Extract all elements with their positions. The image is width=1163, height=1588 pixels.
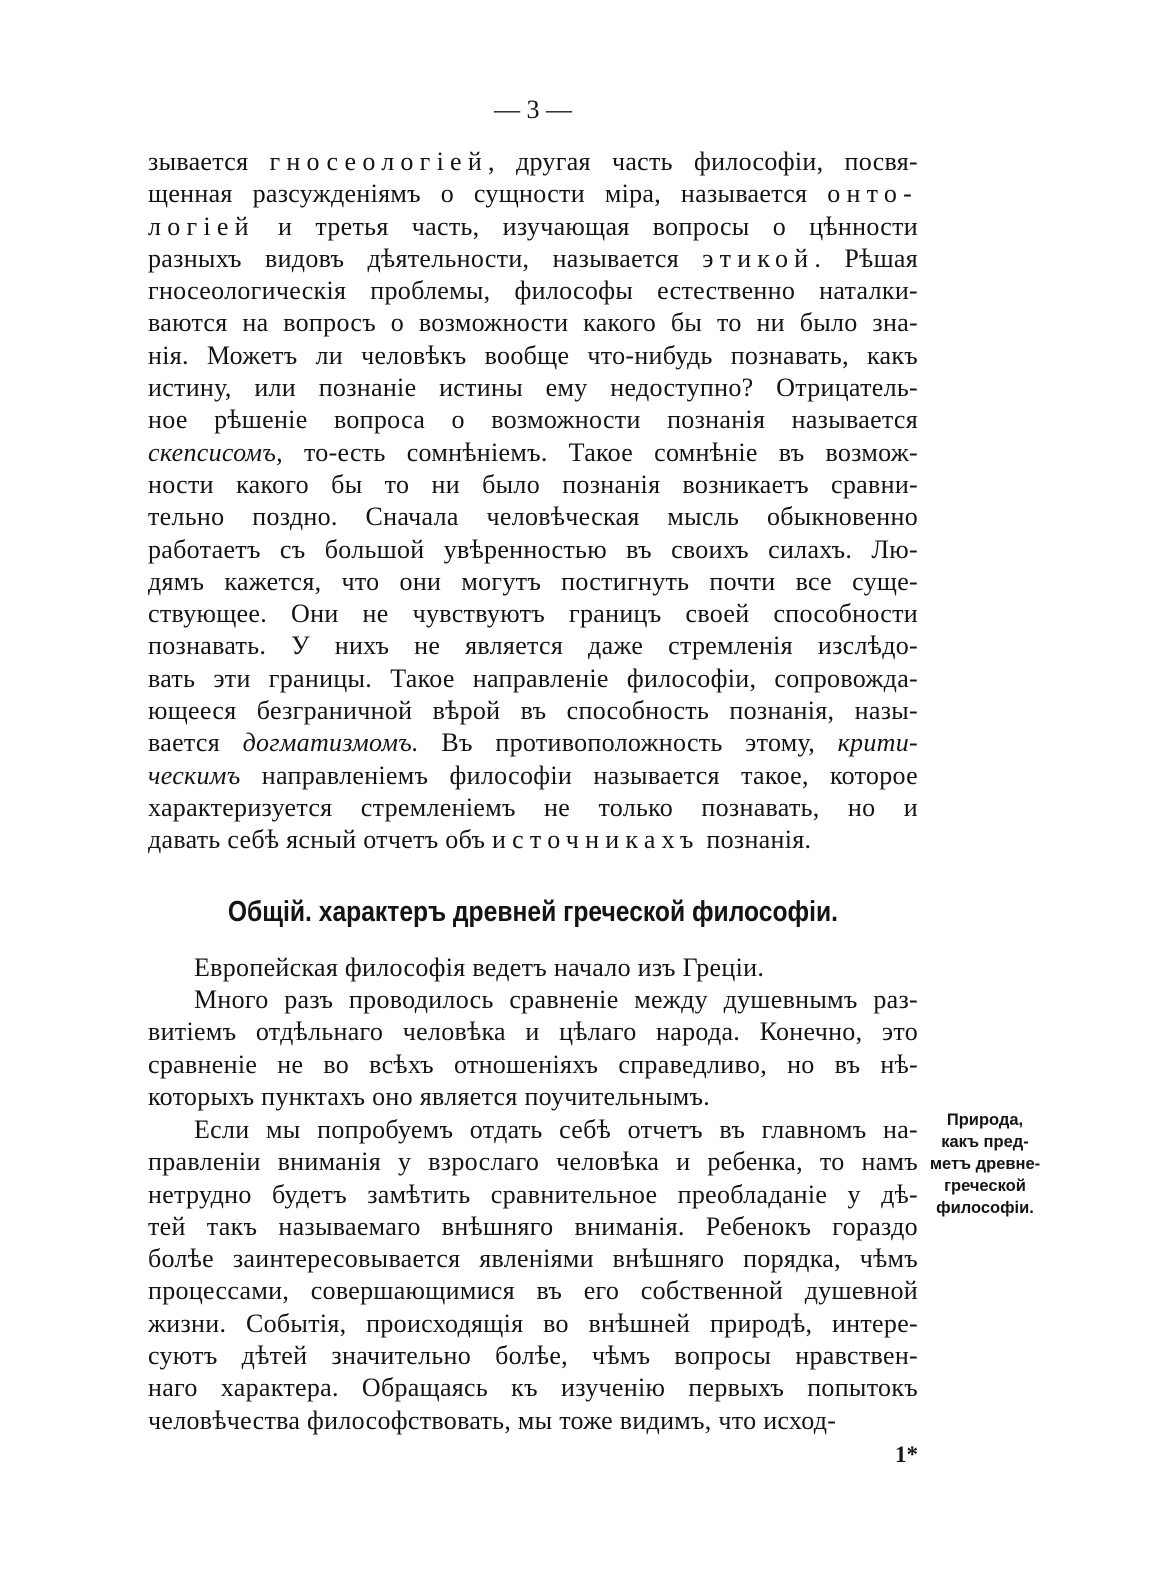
text-line — [148, 792, 918, 824]
paragraph — [148, 146, 918, 857]
text-line — [148, 727, 918, 759]
text-segment: разныхъ видовъ дѣятельности, называется — [148, 243, 703, 273]
text-line — [148, 178, 918, 210]
text-segment: ное рѣшеніе вопроса о возможности познанія называется — [148, 405, 918, 435]
text-line — [148, 1179, 918, 1211]
text-line — [148, 275, 918, 307]
text-segment: человѣчества философствовать, мы тоже видимъ, что исход- — [148, 1405, 837, 1435]
margin-note-line: метъ древне- — [929, 1155, 1041, 1173]
text-line — [148, 1049, 918, 1081]
text-line — [148, 824, 918, 856]
text-segment: Много разъ проводилось сравненіе между душевнымъ раз- — [194, 985, 918, 1014]
text-segment: работаетъ съ большой увѣренностью въ своихъ силахъ. Лю- — [148, 534, 918, 564]
text-segment: ствующее. Они не чувствуютъ границъ своей способности — [148, 599, 918, 629]
text-segment: направленіемъ философіи называется такое, которое — [240, 760, 918, 790]
page-number: — 3 — — [494, 95, 572, 124]
text-segment: нія. Можетъ ли человѣкъ вообще что-нибудь познавать, какъ — [148, 340, 918, 370]
text-line — [148, 437, 918, 469]
text-segment: жизни. Событія, происходящія во внѣшней природѣ, интере- — [148, 1308, 918, 1338]
text-segment: Въ противоположность этому, — [418, 728, 838, 758]
section-heading-text: Общій. характеръ древней греческой философіи. — [227, 896, 839, 928]
text-line — [148, 534, 918, 566]
italic-text: догматизмомъ. — [242, 728, 419, 758]
text-line — [148, 340, 918, 372]
margin-note-line: какъ пред- — [941, 1133, 1029, 1151]
paragraph — [148, 1114, 918, 1437]
text-line — [148, 1211, 918, 1243]
text-line — [148, 404, 918, 436]
text-line — [148, 469, 918, 501]
text-line — [148, 566, 918, 598]
spaced-text: этикой — [702, 243, 815, 273]
text-line — [148, 243, 918, 275]
text-line — [148, 663, 918, 695]
text-segment: зывается — [148, 147, 270, 176]
text-segment: витіемъ отдѣльнаго человѣка и цѣлаго народа. Конечно, это — [148, 1017, 918, 1047]
text-segment: познавать. У нихъ не является даже стремленія изслѣдо- — [148, 631, 918, 661]
text-line — [148, 984, 918, 1016]
italic-text: крити- — [837, 728, 918, 758]
section-heading — [148, 892, 918, 932]
text-segment: ности какого бы то ни было познанія возникаетъ сравни- — [148, 469, 918, 499]
paragraph — [148, 984, 918, 1113]
text-segment: щенная разсужденіямъ о сущности міра, называется — [148, 179, 828, 209]
text-segment: и третья часть, изучающая вопросы о цѣнности — [254, 211, 918, 241]
text-line — [148, 1243, 918, 1275]
text-line — [148, 1146, 918, 1178]
text-segment: давать себѣ ясный отчетъ объ — [148, 825, 492, 855]
text-segment: характеризуется стремленіемъ не только познавать, но и — [148, 792, 918, 822]
text-line — [148, 598, 918, 630]
text-line — [148, 952, 918, 984]
text-segment: ваются на вопросъ о возможности какого бы то ни было зна- — [148, 308, 918, 338]
margin-note-line: Природа, — [946, 1111, 1024, 1129]
text-line — [148, 1405, 918, 1437]
text-line — [148, 1372, 918, 1404]
text-segment: Если мы попробуемъ отдать себѣ отчетъ въ главномъ на- — [194, 1115, 918, 1144]
text-line — [148, 1340, 918, 1372]
text-line — [148, 211, 918, 243]
signature-mark: 1* — [895, 1442, 918, 1467]
text-segment: наго характера. Обращаясь къ изученію первыхъ попытокъ — [148, 1373, 918, 1403]
italic-text: ческимъ — [148, 760, 241, 790]
text-segment: которыхъ пунктахъ оно является поучительнымъ. — [148, 1081, 711, 1111]
text-segment: сравненіе не во всѣхъ отношеніяхъ справедливо, но въ нѣ- — [148, 1049, 918, 1079]
text-line — [148, 1275, 918, 1307]
text-segment: . Рѣшая — [814, 243, 918, 273]
text-segment: процессами, совершающимися въ его собственной душевной — [148, 1276, 918, 1306]
text-segment: тельно поздно. Сначала человѣческая мысль обыкновенно — [148, 502, 918, 532]
margin-note-line: греческой — [944, 1177, 1026, 1195]
text-segment: вать эти границы. Такое направленіе философіи, сопровожда- — [148, 663, 918, 693]
text-segment: вается — [148, 728, 243, 758]
text-segment: болѣе заинтересовывается явленіями внѣшняго порядка, чѣмъ — [148, 1244, 918, 1274]
text-segment: тей такъ называемаго внѣшняго вниманія. Ребенокъ гораздо — [148, 1211, 918, 1241]
text-line — [148, 1114, 918, 1146]
margin-note-line: философіи. — [936, 1199, 1034, 1217]
text-line — [148, 630, 918, 662]
text-line — [148, 1016, 918, 1048]
text-segment: , другая часть философіи, посвя- — [487, 147, 918, 176]
text-line — [148, 307, 918, 339]
text-segment: гносеологическія проблемы, философы естественно наталки- — [148, 276, 918, 306]
text-segment: нетрудно будетъ замѣтить сравнительное преобладаніе у дѣ- — [148, 1179, 918, 1209]
text-line — [148, 1308, 918, 1340]
text-segment: суютъ дѣтей значительно болѣе, чѣмъ вопросы нравствен- — [148, 1341, 918, 1371]
text-line — [148, 501, 918, 533]
spaced-text: логіей — [148, 211, 255, 241]
text-segment: истину, или познаніе истины ему недоступно? Отрицатель- — [148, 373, 918, 403]
spaced-text: источникахъ — [492, 825, 700, 855]
text-segment: ющееся безграничной вѣрой въ способность познанія, назы- — [148, 696, 918, 726]
text-line — [148, 1081, 918, 1113]
text-segment: правленіи вниманія у взрослаго человѣка и ребенка, то намъ — [148, 1147, 918, 1177]
text-line — [148, 760, 918, 792]
text-segment: дямъ кажется, что они могутъ постигнуть почти все суще- — [148, 566, 918, 596]
text-line — [148, 146, 918, 178]
text-line — [148, 372, 918, 404]
text-segment: Европейская философія ведетъ начало изъ Греціи. — [194, 953, 765, 982]
text-segment: познанія. — [699, 825, 812, 855]
spaced-text: онто- — [827, 179, 918, 209]
paragraph — [148, 952, 918, 984]
text-line — [148, 695, 918, 727]
text-segment: то-есть сомнѣніемъ. Такое сомнѣніе въ возмож- — [282, 437, 918, 467]
margin-note — [912, 1109, 1058, 1219]
italic-text: скепсисомъ, — [148, 437, 283, 467]
spaced-text: гносеологіей — [269, 147, 488, 176]
